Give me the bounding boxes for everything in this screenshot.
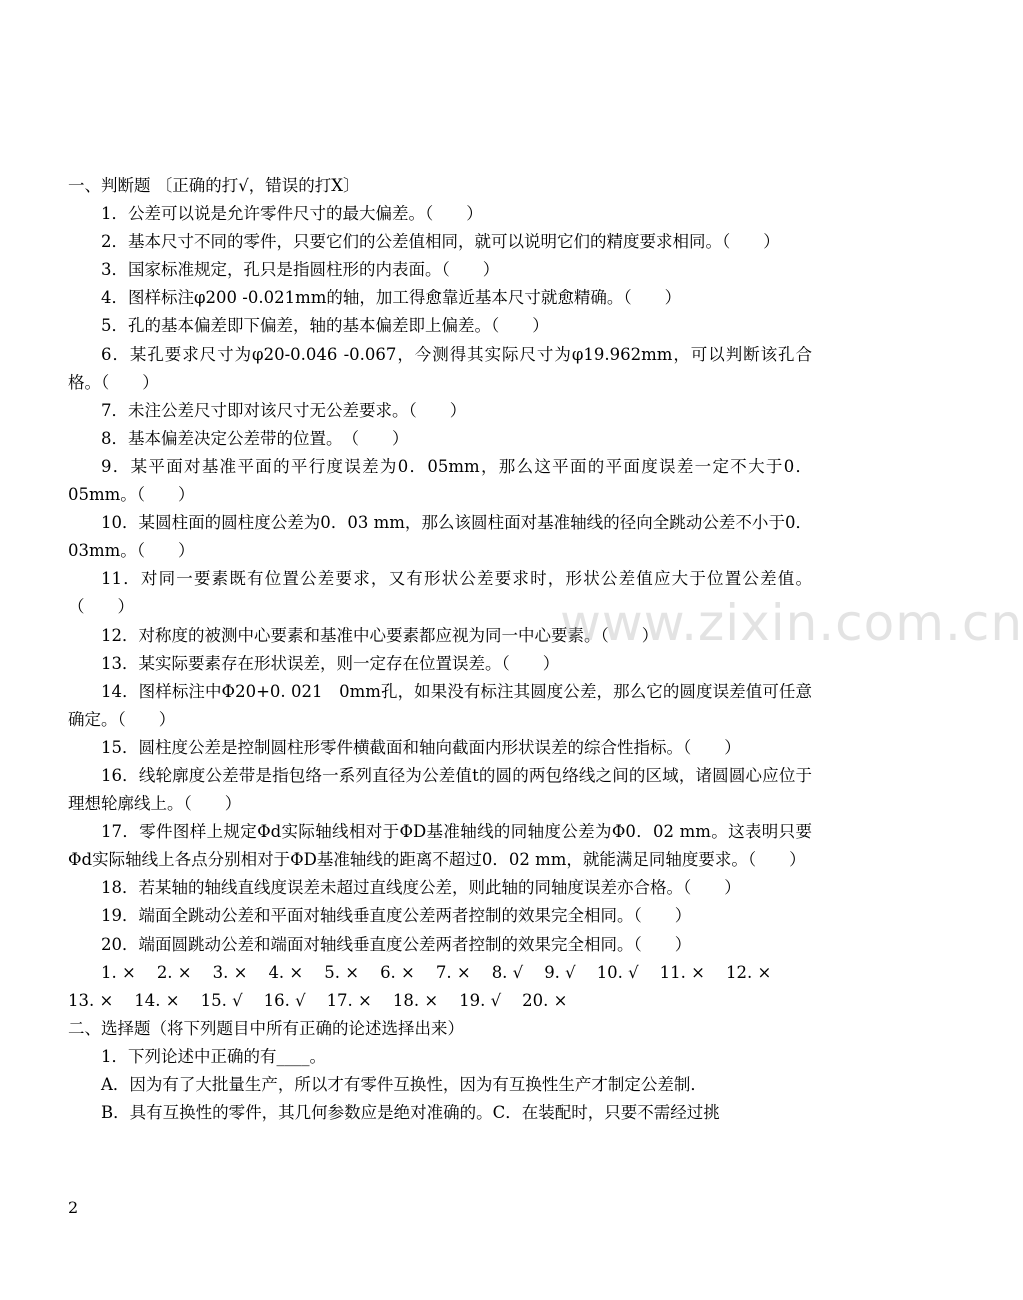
answer-item: 7. × bbox=[435, 962, 487, 982]
section1-heading: 一、判断题 〔正确的打√，错误的打X〕 bbox=[68, 176, 360, 195]
question-12: 12．对称度的被测中心要素和基准中心要素都应视为同一中心要素。（ ） bbox=[101, 625, 659, 645]
answer-item: 17. × bbox=[326, 990, 388, 1010]
question-17: 17．零件图样上规定Φd实际轴线相对于ΦD基准轴线的同轴度公差为Φ0．02 mm。这表明只要Φd实际轴线上各点分别相对于ΦD基准轴线的距离不超过0．02 mm，就能满足同轴度要求。（ ） bbox=[68, 822, 812, 870]
answer-item: 14. × bbox=[134, 990, 196, 1010]
answer-item: 19. √ bbox=[459, 990, 517, 1010]
question-19: 19．端面全跳动公差和平面对轴线垂直度公差两者控制的效果完全相同。（ ） bbox=[101, 906, 692, 926]
question-15: 15．圆柱度公差是控制圆柱形零件横截面和轴向截面内形状误差的综合性指标。（ ） bbox=[101, 737, 741, 757]
option-b-c: B．具有互换性的零件，其几何参数应是绝对准确的。C．在装配时，只要不需经过挑 bbox=[101, 1103, 720, 1123]
question-10: 10．某圆柱面的圆柱度公差为0．03 mm，那么该圆柱面对基准轴线的径向全跳动公差不小于0．03mm。（ ） bbox=[68, 513, 812, 561]
question-13: 13．某实际要素存在形状误差，则一定存在位置误差。（ ） bbox=[101, 653, 560, 673]
question-16: 16．线轮廓度公差带是指包络一系列直径为公差值t的圆的两包络线之间的区域，诸圆圆心应位于理想轮廓线上。（ ） bbox=[68, 765, 812, 814]
question-2: 2．基本尺寸不同的零件，只要它们的公差值相同，就可以说明它们的精度要求相同。（ ） bbox=[101, 232, 780, 252]
question-3: 3．国家标准规定，孔只是指圆柱形的内表面。（ ） bbox=[101, 260, 500, 280]
question-6: 6．某孔要求尺寸为φ20-0.046 -0.067，今测得其实际尺寸为φ19.962mm，可以判断该孔合格。（ ） bbox=[68, 344, 812, 392]
question-1: 1．公差可以说是允许零件尺寸的最大偏差。（ ） bbox=[101, 204, 483, 224]
answer-item: 6. × bbox=[380, 962, 431, 982]
question-8: 8．基本偏差决定公差带的位置。 （ ） bbox=[101, 428, 409, 448]
answer-item: 10. √ bbox=[596, 962, 655, 982]
answer-item: 15. √ bbox=[200, 990, 259, 1010]
answer-item: 13. × bbox=[68, 990, 130, 1010]
document-body bbox=[68, 172, 812, 1127]
answer-item: 16. √ bbox=[263, 990, 322, 1010]
answer-item: 1. × bbox=[101, 962, 152, 982]
question-14: 14．图样标注中Φ20+0. 021 0mm孔，如果没有标注其圆度公差，那么它的圆度误差值可任意确定。（ ） bbox=[68, 681, 812, 729]
question-9: 9．某平面对基准平面的平行度误差为0．05mm，那么这平面的平面度误差一定不大于0．05mm。（ ） bbox=[68, 456, 812, 505]
answer-item: 11. × bbox=[659, 962, 721, 982]
question-7: 7．未注公差尺寸即对该尺寸无公差要求。（ ） bbox=[101, 400, 467, 420]
choice-question-1: 1．下列论述中正确的有____。 bbox=[101, 1046, 326, 1066]
section2-heading: 二、选择题（将下列题目中所有正确的论述选择出来） bbox=[68, 1018, 464, 1038]
answer-key bbox=[68, 959, 812, 1015]
answer-item: 4. × bbox=[268, 962, 319, 982]
page-number: 2 bbox=[68, 1198, 79, 1217]
question-4: 4．图样标注φ200 -0.021mm的轴，加工得愈靠近基本尺寸就愈精确。（ ） bbox=[101, 288, 682, 308]
answer-item: 20. × bbox=[522, 990, 568, 1010]
answer-item: 5. × bbox=[324, 962, 375, 982]
question-11: 11．对同一要素既有位置公差要求，又有形状公差要求时，形状公差值应大于位置公差值。（ ） bbox=[68, 569, 812, 617]
answer-item: 2. × bbox=[156, 962, 208, 982]
watermark: www.zixin.com.cn bbox=[560, 594, 1023, 652]
question-20: 20．端面圆跳动公差和端面对轴线垂直度公差两者控制的效果完全相同。（ ） bbox=[101, 934, 692, 954]
option-a: A．因为有了大批量生产，所以才有零件互换性，因为有互换性生产才制定公差制． bbox=[101, 1075, 707, 1094]
answer-item: 12. × bbox=[725, 962, 788, 982]
question-5: 5．孔的基本偏差即下偏差，轴的基本偏差即上偏差。（ ） bbox=[101, 316, 549, 336]
question-18: 18．若某轴的轴线直线度误差未超过直线度公差，则此轴的同轴度误差亦合格。（ ） bbox=[101, 878, 741, 898]
answer-item: 9. √ bbox=[544, 962, 592, 982]
answer-item: 18. × bbox=[392, 990, 454, 1010]
answer-item: 3. × bbox=[212, 962, 264, 982]
answer-item: 8. √ bbox=[491, 962, 539, 982]
